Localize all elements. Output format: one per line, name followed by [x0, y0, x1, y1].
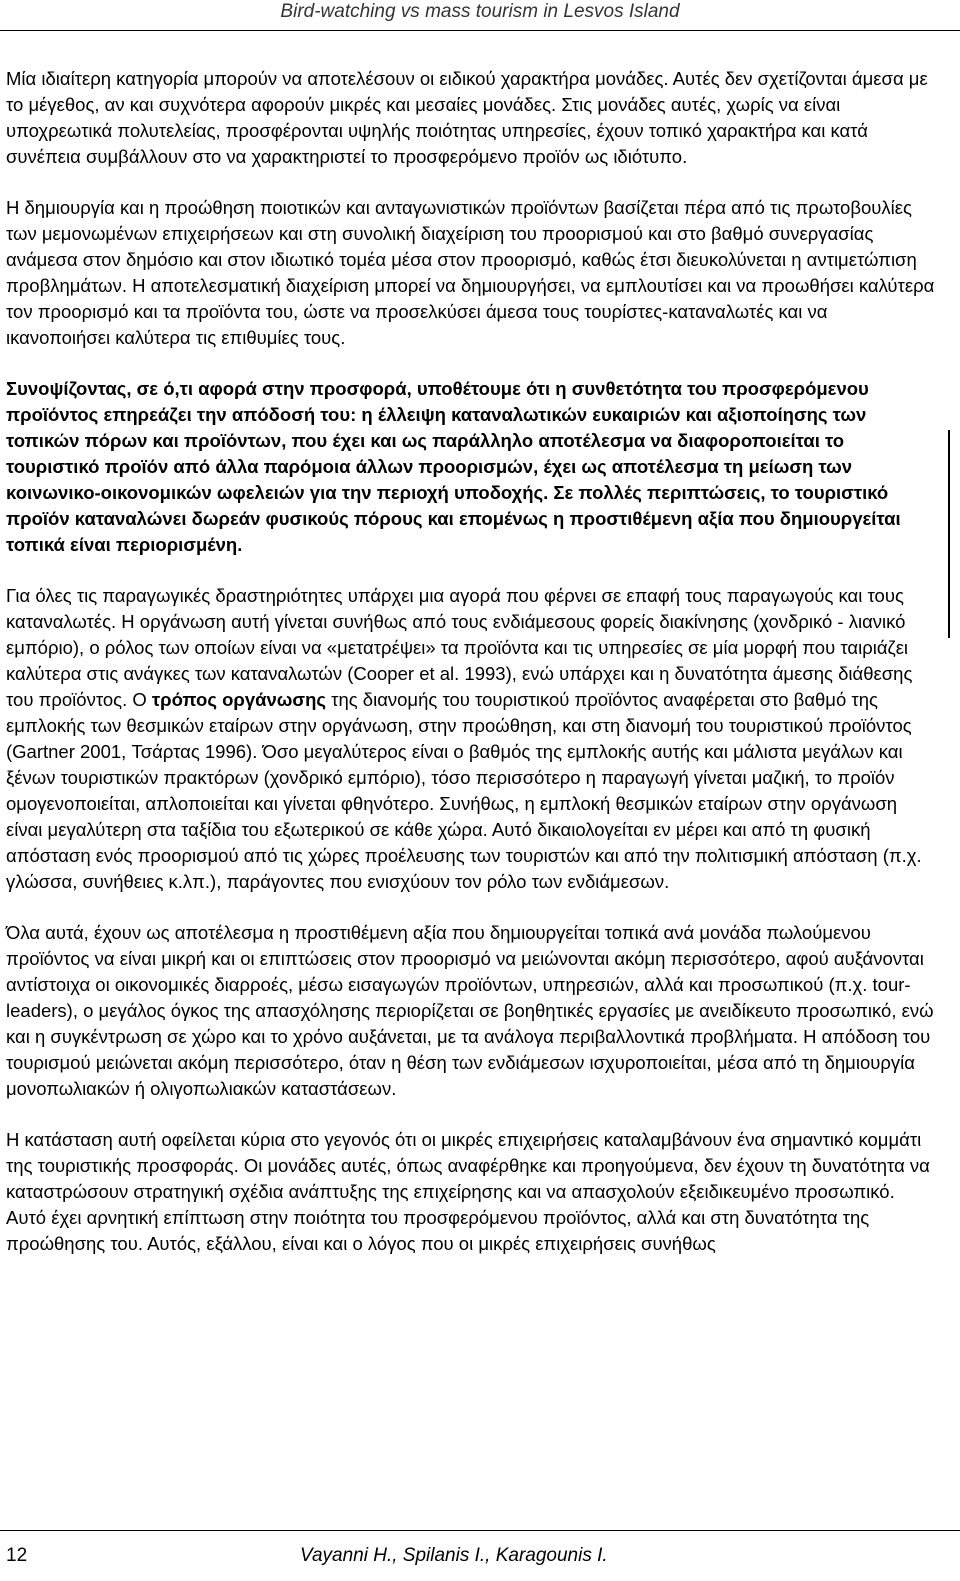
paragraph-distribution	[6, 583, 936, 895]
margin-change-bar	[948, 430, 950, 638]
page-number: 12	[6, 1545, 28, 1566]
running-header	[0, 0, 960, 31]
paragraph-special-units: Μία ιδιαίτερη κατηγορία μπορούν να αποτελέσουν οι ειδικού χαρακτήρα μονάδες. Αυτές δεν σχετίζονται άμεσα με το μέγεθος, αν και συχνότερα αφορούν μικρές και μεσαίες μονάδες. Στις μονάδες αυτές, χωρίς να είναι υποχρεωτικά πολυτελείας, προσφέρονται υψηλής ποιότητας υπηρεσίες, έχουν τοπικό χαρακτήρα και κατά συνέπεια συμβάλλουν στο να χαρακτηριστεί το προσφερόμενο προϊόν ως ιδιότυπο.	[6, 68, 928, 167]
paragraph-small-businesses: Η κατάσταση αυτή οφείλεται κύρια στο γεγονός ότι οι μικρές επιχειρήσεις καταλαμβάνουν ένα σημαντικό κομμάτι της τουριστικής προσφοράς. Οι μονάδες αυτές, όπως αναφέρθηκε και προηγούμενα, δεν έχουν τη δυνατότητα να καταστρώσουν στρατηγική σχέδια ανάπτυξης της επιχείρησης και να απασχολούν εξειδικευμένο προσωπικό. Αυτό έχει αρνητική επίπτωση στην ποιότητα του προσφερόμενου προϊόντος, αλλά και στη δυνατότητα της προώθησης του. Αυτός, εξάλλου, είναι και ο λόγος που οι μικρές επιχειρήσεις συνήθως	[6, 1129, 930, 1254]
page-body	[6, 66, 936, 1282]
paragraph-distribution-start: Για όλες τις παραγωγικές δραστηριότητες υπάρχει μια αγορά που φέρνει σε επαφή τους παραγωγούς και τους καταναλωτές. Η οργάνωση αυτή γίνεται συνήθως από τους ενδιάμεσους φορείς διακίνησης (χονδρικό - λιανικό εμπόριο), ο ρόλος των οποίων είναι να «μετατρέψει» τα προϊόντα και τις υπηρεσίες σε μία μορφή που ταιριάζει καλύτερα στις ανάγκες των καταναλωτών (Cooper et al. 1993), ενώ υπάρχει και η δυνατότητα άμεσης διάθεσης του προϊόντος. Ο	[6, 585, 913, 710]
emphasis-organization-mode: τρόπος οργάνωσης	[151, 689, 326, 710]
document-title: Bird-watching vs mass tourism in Lesvos Island	[280, 1, 680, 22]
page-footer	[0, 1530, 960, 1581]
paragraph-summary-bold: Συνοψίζοντας, σε ό,τι αφορά στην προσφορά, υποθέτουμε ότι η συνθετότητα του προσφερόμενου προϊόντος επηρεάζει την απόδοσή του: η έλλειψη καταναλωτικών ευκαιριών και αξιοποίησης των τοπικών πόρων και προϊόντων, που έχει και ως παράλληλο αποτέλεσμα να διαφοροποιείται το τουριστικό προϊόν από άλλα παρόμοια άλλων προορισμών, έχει ως αποτέλεσμα τη μείωση των κοινωνικο-οικονομικών ωφελειών για την περιοχή υποδοχής. Σε πολλές περιπτώσεις, το τουριστικό προϊόν καταναλώνει δωρεάν φυσικούς πόρους και επομένως η προστιθέμενη αξία που δημιουργείται τοπικά είναι περιορισμένη.	[6, 378, 901, 555]
paragraph-added-value: Όλα αυτά, έχουν ως αποτέλεσμα η προστιθέμενη αξία που δημιουργείται τοπικά ανά μονάδα πωλούμενου προϊόντος να είναι μικρή και οι επιπτώσεις στον προορισμό να μειώνονται ακόμη περισσότερο, αφού αυξάνονται αντίστοιχα οι οικονομικές διαρροές, μέσω εισαγωγών προϊόντων, υπηρεσιών, αλλά και προσωπικού (π.χ. tour-leaders), ο μεγάλος όγκος της απασχόλησης περιορίζεται σε βοηθητικές εργασίες με ανειδίκευτο προσωπικό, ενώ και η συγκέντρωση σε χώρο και το χρόνο αυξάνεται, με τα ανάλογα περιβαλλοντικά προβλήματα. Η απόδοση του τουρισμού μειώνεται ακόμη περισσότερο, όταν η θέση των ενδιάμεσων ισχυροποιείται, μέσα από τη δημιουργία μονοπωλιακών ή ολιγοπωλιακών καταστάσεων.	[6, 922, 934, 1099]
paragraph-distribution-end: της διανομής του τουριστικού προϊόντος αναφέρεται στο βαθμό της εμπλοκής των θεσμικών εταίρων στην οργάνωση, στην προώθηση, και στη διανομή του τουριστικού προϊόντος (Gartner 2001, Τσάρτας 1996). Όσο μεγαλύτερος είναι ο βαθμός της εμπλοκής αυτής και μάλιστα μεγάλων και ξένων τουριστικών πρακτόρων (χονδρικό εμπόριο), τόσο περισσότερο η παραγωγή γίνεται μαζική, το προϊόν ομογενοποιείται, απλοποιείται και γίνεται φθηνότερο. Συνήθως, η εμπλοκή θεσμικών εταίρων στην οργάνωση είναι μεγαλύτερη στα ταξίδια του εξωτερικού σε κάθε χώρα. Αυτό δικαιολογείται εν μέρει και από τη φυσική απόσταση ενός προορισμού από τις χώρες προέλευσης των τουριστών και από την πολιτισμική απόσταση (π.χ. γλώσσα, συνήθειες κ.λπ.), παράγοντες που ενισχύουν τον ρόλο των ενδιάμεσων.	[6, 689, 922, 892]
footer-authors: Vayanni H., Spilanis I., Karagounis I.	[300, 1545, 608, 1566]
paragraph-product-creation: Η δημιουργία και η προώθηση ποιοτικών και ανταγωνιστικών προϊόντων βασίζεται πέρα από τις πρωτοβουλίες των μεμονωμένων επιχειρήσεων και στη συνολική διαχείριση του προορισμού και στο βαθμό συνεργασίας ανάμεσα στον δημόσιο και στον ιδιωτικό τομέα μέσα στον προορισμό, καθώς έτσι διευκολύνεται η αντιμετώπιση προβλημάτων. Η αποτελεσματική διαχείριση μπορεί να δημιουργήσει, να εμπλουτίσει και να προωθήσει καλύτερα τον προορισμό και τα προϊόντα του, ώστε να προσελκύσει άμεσα τους τουρίστες-καταναλωτές και να ικανοποιήσει καλύτερα τις επιθυμίες τους.	[6, 197, 935, 348]
